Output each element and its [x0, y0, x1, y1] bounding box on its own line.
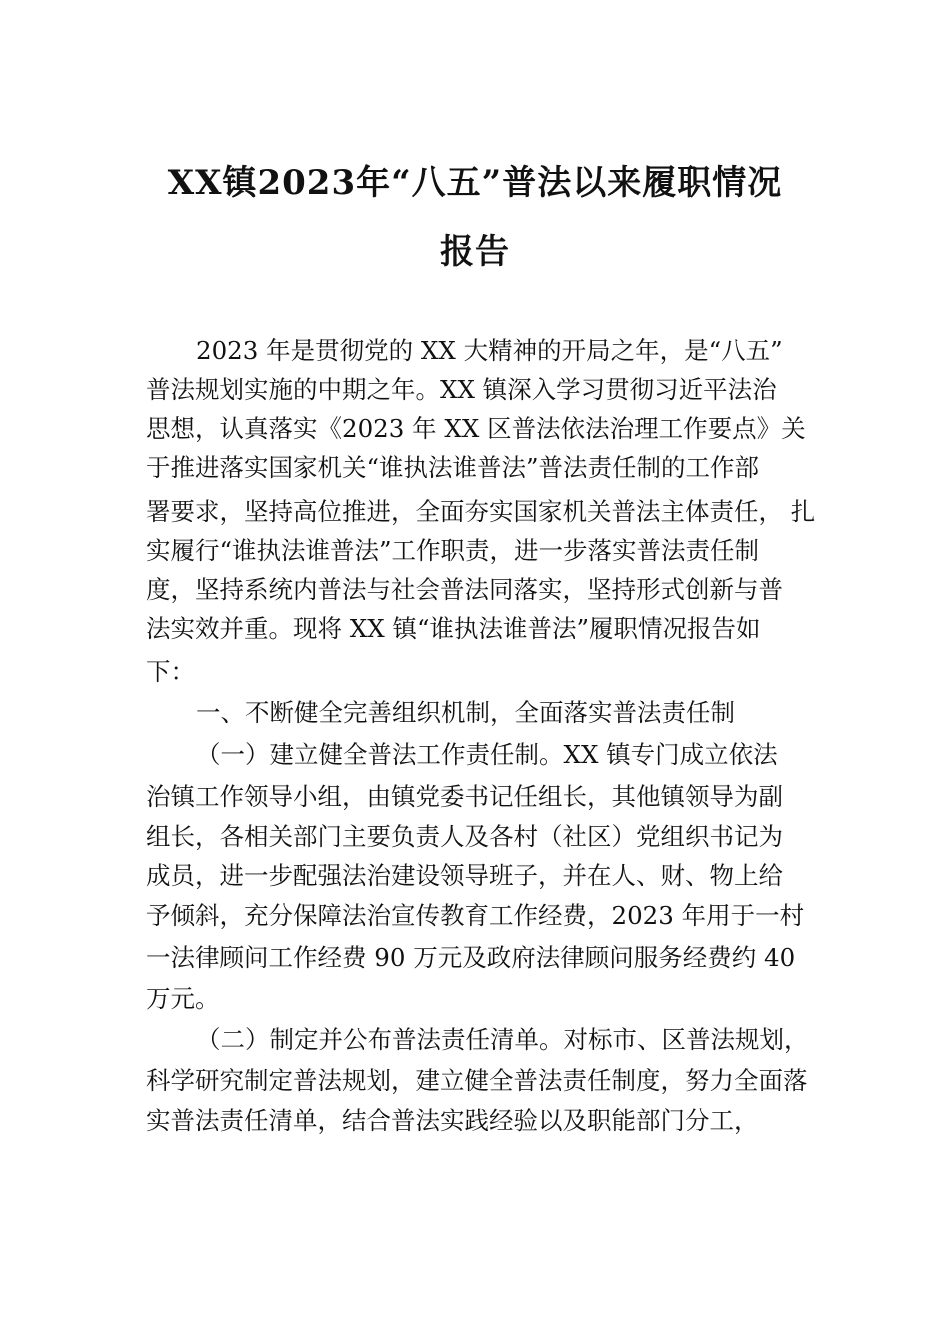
body-line-2: 普法规划实施的中期之年。XX 镇深入学习贯彻习近平法治 — [146, 375, 777, 404]
subsection-1-line-2: 治镇工作领导小组，由镇党委书记任组长，其他镇领导为副 — [146, 782, 783, 811]
subsection-2-line-3: 实普法责任清单，结合普法实践经验以及职能部门分工， — [146, 1106, 759, 1135]
subsection-2-line-2: 科学研究制定普法规划，建立健全普法责任制度，努力全面落 — [146, 1066, 808, 1095]
subsection-1-line-1: （一）建立健全普法工作责任制。XX 镇专门成立依法 — [196, 740, 778, 769]
subsection-1-line-5: 予倾斜，充分保障法治宣传教育工作经费，2023 年用于一村 — [146, 901, 805, 930]
subsection-1-line-7: 万元。 — [146, 984, 220, 1013]
subsection-1-line-4: 成员，进一步配强法治建设领导班子，并在人、财、物上给 — [146, 861, 783, 890]
subsection-1-line-6: 一法律顾问工作经费 90 万元及政府法律顾问服务经费约 40 — [146, 943, 796, 972]
subsection-2-line-1: （二）制定并公布普法责任清单。对标市、区普法规划， — [196, 1025, 809, 1054]
body-line-3: 思想，认真落实《2023 年 XX 区普法依法治理工作要点》关 — [146, 414, 806, 443]
body-line-5: 署要求，坚持高位推进，全面夯实国家机关普法主体责任， 扎 — [146, 497, 816, 526]
body-line-1: 2023 年是贯彻党的 XX 大精神的开局之年，是“八五” — [196, 336, 783, 365]
section-heading-1: 一、不断健全完善组织机制，全面落实普法责任制 — [196, 698, 735, 727]
document-title-line2: 报告 — [440, 232, 510, 272]
body-line-9: 下： — [146, 657, 195, 686]
subsection-1-line-3: 组长，各相关部门主要负责人及各村（社区）党组织书记为 — [146, 822, 783, 851]
body-line-6: 实履行“谁执法谁普法”工作职责，进一步落实普法责任制 — [146, 536, 760, 565]
body-line-8: 法实效并重。现将 XX 镇“谁执法谁普法”履职情况报告如 — [146, 614, 761, 643]
body-line-7: 度，坚持系统内普法与社会普法同落实，坚持形式创新与普 — [146, 575, 783, 604]
document-title-line1: XX镇2023年“八五”普法以来履职情况 — [167, 163, 783, 203]
body-line-4: 于推进落实国家机关“谁执法谁普法”普法责任制的工作部 — [146, 453, 760, 482]
